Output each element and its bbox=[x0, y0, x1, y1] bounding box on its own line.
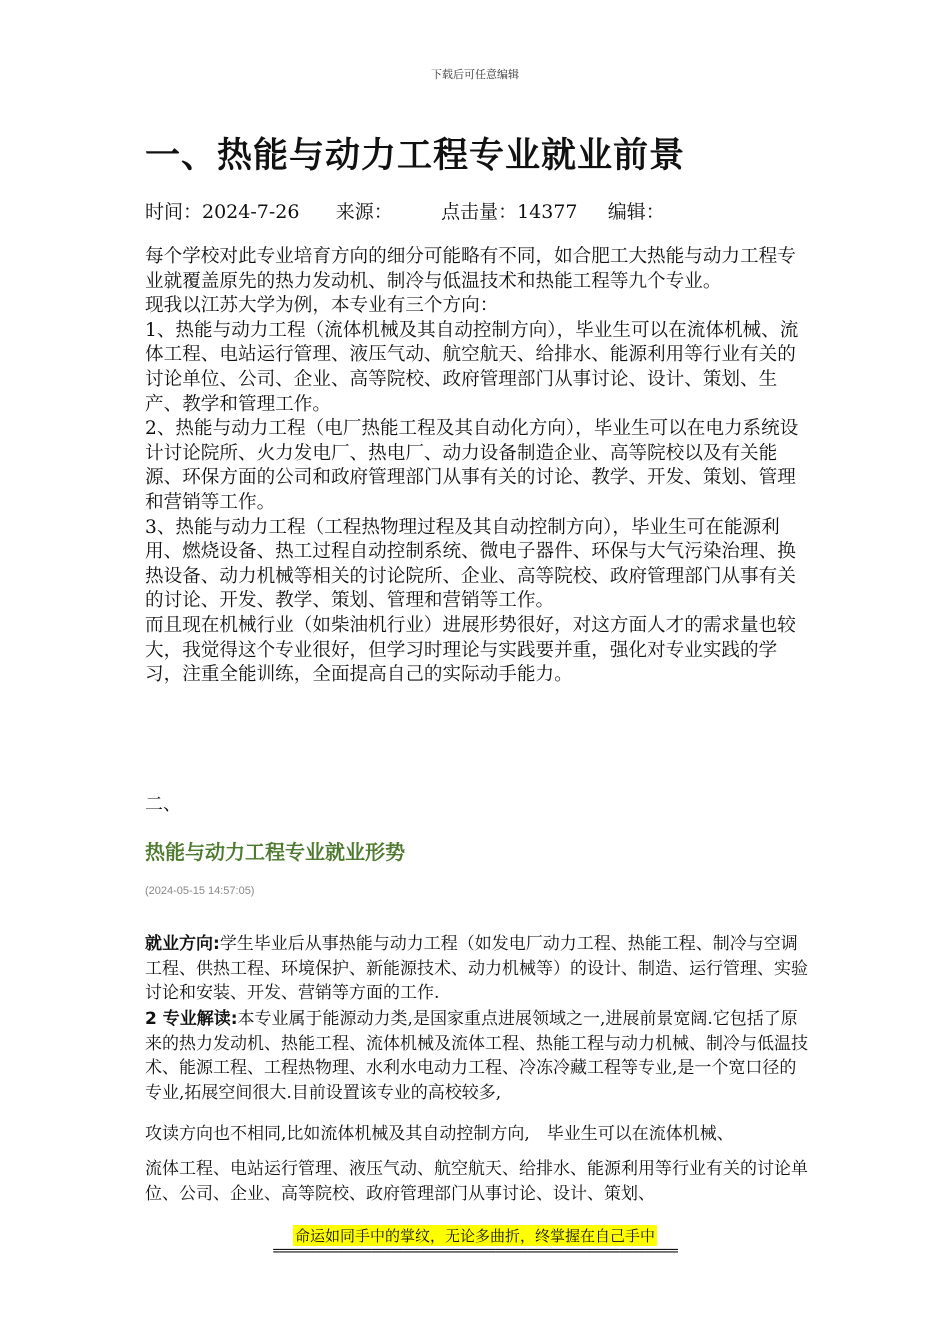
meta-time: 时间：2024-7-26 bbox=[145, 201, 300, 223]
major-interpretation-text: 本专业属于能源动力类,是国家重点进展领域之一,进展前景宽阔.它包括了原来的热力发动机、热能工程、流体机械及流体工程、热能工程与动力机械、制冷与低温技术、能源工程、工程热物理、水利水电动力工程、冷冻冷藏工程等专业,是一个宽口径的专业,拓展空间很大.目前设置该专业的高校较多, bbox=[145, 1009, 808, 1103]
intro-paragraph: 现我以江苏大学为例，本专业有三个方向： bbox=[145, 295, 499, 317]
article-meta bbox=[145, 197, 665, 224]
employment-direction-text: 学生毕业后从事热能与动力工程（如发电厂动力工程、热能工程、制冷与空调工程、供热工程、环境保护、新能源技术、动力机械等）的设计、制造、运行管理、实验讨论和安装、开发、营销等方面的工作. bbox=[145, 934, 808, 1003]
intro-paragraph: 1、热能与动力工程（流体机械及其自动控制方向），毕业生可以在流体机械、流体工程、电站运行管理、液压气动、航空航天、给排水、能源利用等行业有关的讨论单位、公司、企业、高等院校、政府管理部门从事讨论、设计、策划、生产、教学和管理工作。 bbox=[145, 319, 799, 415]
intro-paragraph: 每个学校对此专业培育方向的细分可能略有不同，如合肥工大热能与动力工程专业就覆盖原先的热力发动机、制冷与低温技术和热能工程等九个专业。 bbox=[145, 246, 796, 292]
meta-clicks: 点击量：14377 bbox=[441, 201, 578, 223]
body-paragraph: 流体工程、电站运行管理、液压气动、航空航天、给排水、能源利用等行业有关的讨论单位、公司、企业、高等院校、政府管理部门从事讨论、设计、策划、 bbox=[145, 1159, 808, 1204]
intro-paragraph: 2、热能与动力工程（电厂热能工程及其自动化方向），毕业生可以在电力系统设计讨论院所、火力发电厂、热电厂、动力设备制造企业、高等院校以及有关能源、环保方面的公司和政府管理部门从事有关的讨论、教学、开发、策划、管理和营销等工作。 bbox=[145, 418, 799, 513]
page-title: 一、热能与动力工程专业就业前景 bbox=[145, 136, 686, 176]
footer-motto: 命运如同手中的掌纹，无论多曲折，终掌握在自己手中 bbox=[294, 1227, 655, 1245]
body-paragraph: 攻读方向也不相同,比如流体机械及其自动控制方向, 毕业生可以在流体机械、 bbox=[145, 1124, 734, 1144]
meta-editor: 编辑： bbox=[607, 201, 665, 223]
intro-paragraph: 3、热能与动力工程（工程热物理过程及其自动控制方向），毕业生可在能源利用、燃烧设备、热工过程自动控制系统、微电子器件、环保与大气污染治理、换热设备、动力机械等相关的讨论院所、企业、高等院校、政府管理部门从事有关的讨论、开发、教学、策划、管理和营销等工作。 bbox=[145, 516, 796, 612]
footer bbox=[0, 1225, 950, 1246]
section-title: 热能与动力工程专业就业形势 bbox=[145, 840, 405, 864]
intro-section bbox=[145, 245, 810, 688]
major-interpretation-label: 2 专业解读: bbox=[145, 1009, 238, 1029]
employment-direction-paragraph bbox=[145, 932, 810, 1006]
intro-paragraph: 而且现在机械行业（如柴油机行业）进展形势很好，对这方面人才的需求量也较大，我觉得这个专业很好，但学习时理论与实践要并重，强化对专业实践的学习，注重全能训练，全面提高自己的实际动手能力。 bbox=[145, 614, 796, 686]
employment-direction-label: 就业方向: bbox=[145, 934, 220, 954]
footer-separator: ============================================================== bbox=[272, 1244, 678, 1259]
meta-source: 来源： bbox=[335, 201, 393, 223]
section-two-marker: 二、 bbox=[145, 794, 181, 815]
post-date: (2024-05-15 14:57:05) bbox=[145, 885, 255, 897]
major-interpretation-paragraph bbox=[145, 1007, 810, 1105]
download-note: 下载后可任意编辑 bbox=[431, 68, 519, 81]
